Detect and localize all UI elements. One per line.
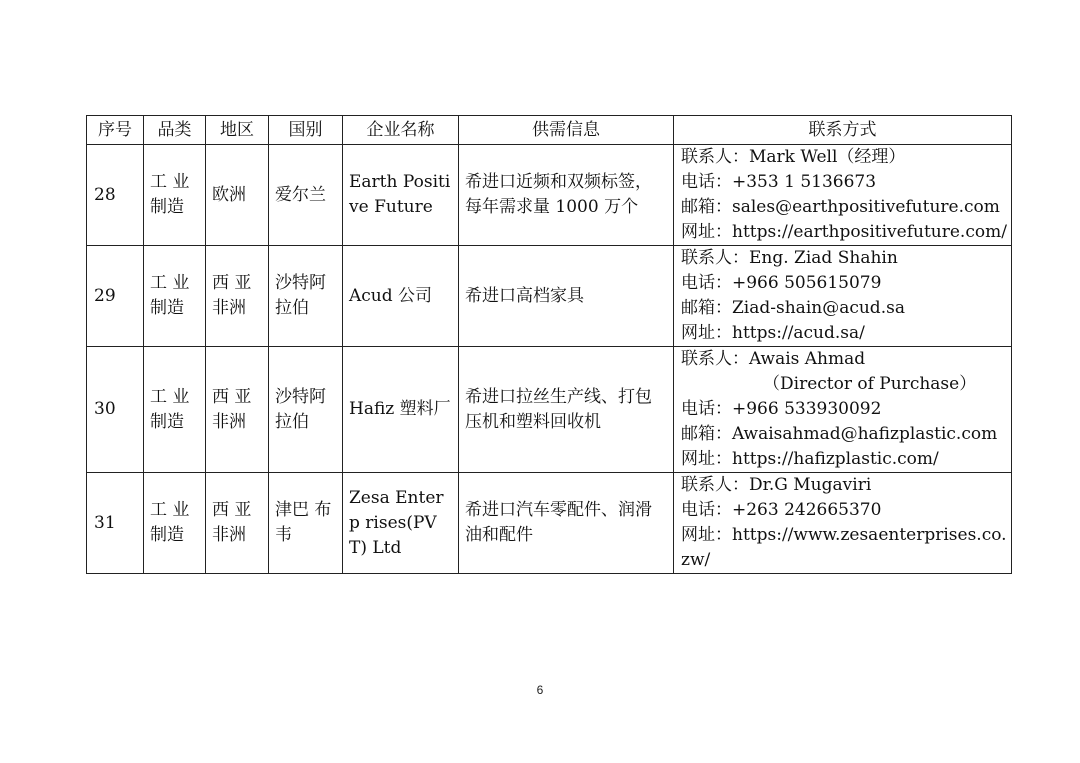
row-country: 爱尔兰 — [269, 145, 343, 246]
row-category: 工 业 制造 — [144, 145, 206, 246]
contact-phone: 电话：+966 505615079 — [681, 273, 882, 293]
table-row — [87, 246, 1012, 347]
row-category: 工 业 制造 — [144, 473, 206, 574]
row-supply-info: 希进口近频和双频标签，每年需求量 1000 万个 — [459, 145, 674, 246]
row-number: 30 — [87, 347, 144, 473]
row-region: 西 亚 非洲 — [206, 473, 269, 574]
row-supply-info: 希进口汽车零配件、润滑油和配件 — [459, 473, 674, 574]
row-company: Acud 公司 — [343, 246, 459, 347]
contact-person: 联系人：Awais Ahmad — [681, 349, 866, 369]
row-country: 津巴 布韦 — [269, 473, 343, 574]
contact-person: 联系人：Eng. Ziad Shahin — [681, 248, 898, 268]
header-country: 国别 — [269, 116, 343, 145]
header-supply-info: 供需信息 — [459, 116, 674, 145]
header-contact: 联系方式 — [674, 116, 1012, 145]
row-contact — [674, 347, 1012, 473]
row-number: 28 — [87, 145, 144, 246]
contact-person: 联系人：Mark Well（经理） — [681, 147, 906, 167]
header-category: 品类 — [144, 116, 206, 145]
row-contact — [674, 145, 1012, 246]
row-company: Zesa Enterp rises(PVT) Ltd — [343, 473, 459, 574]
table-row — [87, 145, 1012, 246]
header-company: 企业名称 — [343, 116, 459, 145]
row-company: Hafiz 塑料厂 — [343, 347, 459, 473]
page-number: 6 — [536, 683, 544, 697]
row-region: 欧洲 — [206, 145, 269, 246]
row-supply-info: 希进口拉丝生产线、打包压机和塑料回收机 — [459, 347, 674, 473]
row-supply-info: 希进口高档家具 — [459, 246, 674, 347]
row-country: 沙特阿 拉伯 — [269, 246, 343, 347]
header-region: 地区 — [206, 116, 269, 145]
contact-phone: 电话：+353 1 5136673 — [681, 172, 877, 192]
contact-website[interactable]: 网址：https://www.zesaenterprises.co.zw/ — [681, 525, 1007, 570]
table-header-row — [87, 116, 1012, 145]
row-country: 沙特阿 拉伯 — [269, 347, 343, 473]
contact-email[interactable]: 邮箱：sales@earthpositivefuture.com — [681, 197, 1000, 217]
row-contact — [674, 473, 1012, 574]
contact-website[interactable]: 网址：https://earthpositivefuture.com/ — [681, 222, 1007, 242]
table-row — [87, 473, 1012, 574]
header-number: 序号 — [87, 116, 144, 145]
contact-phone: 电话：+966 533930092 — [681, 399, 882, 419]
table-row — [87, 347, 1012, 473]
row-number: 31 — [87, 473, 144, 574]
contact-title: （Director of Purchase） — [763, 374, 977, 394]
contact-phone: 电话：+263 242665370 — [681, 500, 882, 520]
supply-demand-table-container — [86, 115, 1012, 574]
row-number: 29 — [87, 246, 144, 347]
row-contact — [674, 246, 1012, 347]
row-category: 工 业 制造 — [144, 246, 206, 347]
row-company: Earth Positi ve Future — [343, 145, 459, 246]
supply-demand-table — [86, 115, 1012, 574]
contact-website[interactable]: 网址：https://acud.sa/ — [681, 323, 865, 343]
contact-website[interactable]: 网址：https://hafizplastic.com/ — [681, 449, 939, 469]
row-category: 工 业 制造 — [144, 347, 206, 473]
contact-person: 联系人：Dr.G Mugaviri — [681, 475, 872, 495]
contact-email[interactable]: 邮箱：Ziad-shain@acud.sa — [681, 298, 905, 318]
row-region: 西 亚 非洲 — [206, 347, 269, 473]
row-region: 西 亚 非洲 — [206, 246, 269, 347]
contact-email[interactable]: 邮箱：Awaisahmad@hafizplastic.com — [681, 424, 998, 444]
